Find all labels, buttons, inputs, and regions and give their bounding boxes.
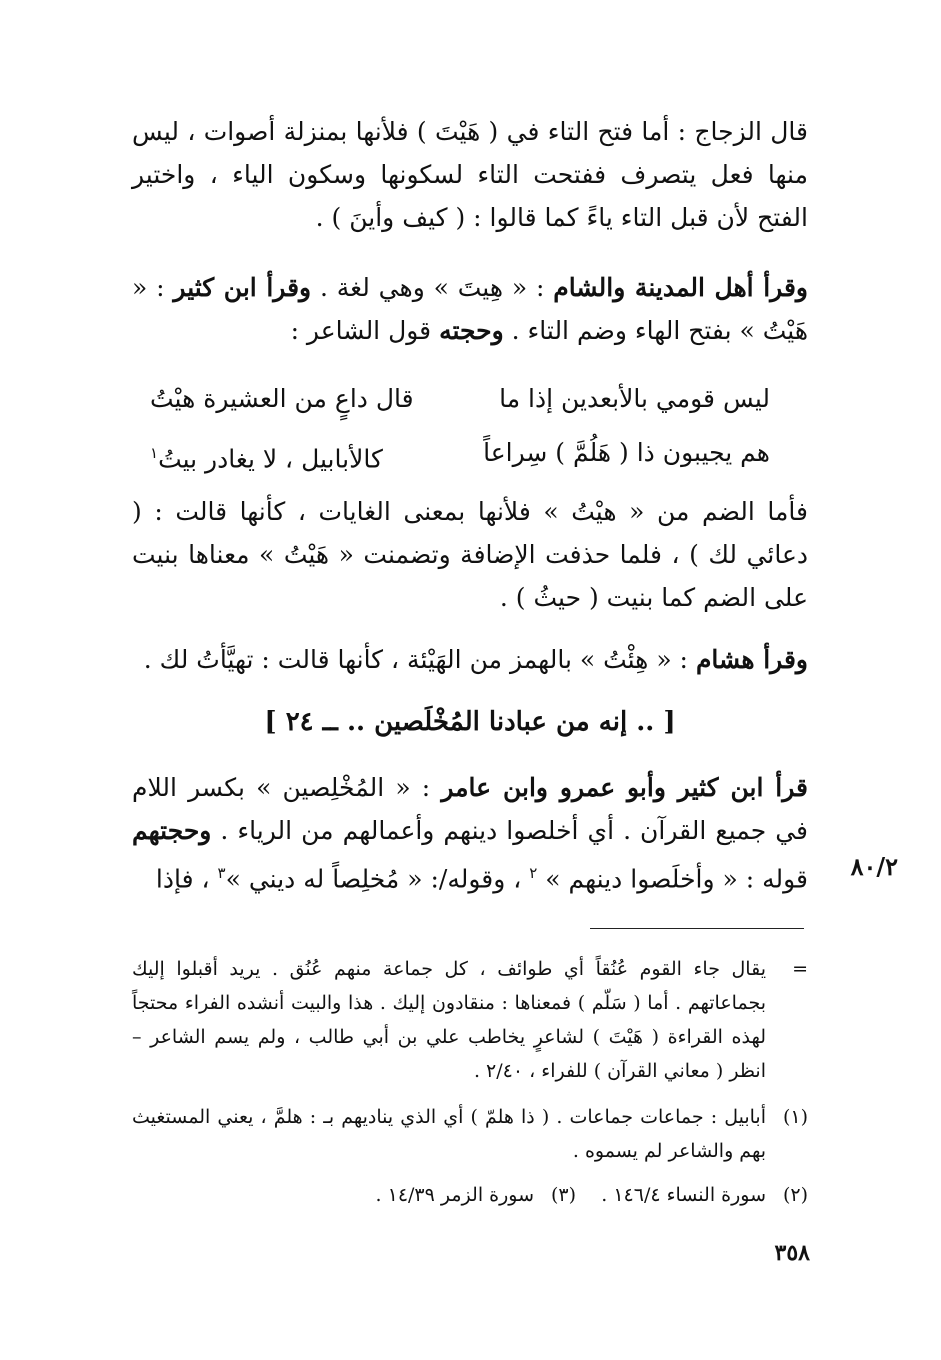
paragraph-madina-text-2: : « هَيْتُ » بفتح الهاء وضم التاء . <box>132 273 808 345</box>
verse-line-2 <box>150 426 770 486</box>
hujjatuhum-label: وحجتهم <box>132 816 212 845</box>
paragraph-madina <box>132 266 808 352</box>
verse-line-1-first-hemistich: ليس قومي بالأبعدين إذا ما <box>499 384 770 413</box>
verse-line-1-second-hemistich: قال داعٍ من العشيرة هيْتُ <box>150 384 414 413</box>
footnote-ref-1: ١ <box>150 444 159 462</box>
footnote-1-text: أبابيل : جماعات جماعات . ( ذا هلمّ ) أي الذي يناديهم بـ : هلمَّ ، يعني المستغيث بهم والشاعر لم يسموه . <box>132 1106 766 1162</box>
paragraph-zajjaj-text: قال الزجاج : أما فتح التاء في ( هَيْتَ ) فلأنها بمنزلة أصوات ، ليس منها فعل يتصرف ففتحت التاء لسكونها وسكون الياء ، واختير الفتح لأن قبل التاء ياءً كما قالوا : ( كيف وأينَ ) . <box>132 117 808 232</box>
paragraph-hisham <box>132 638 808 681</box>
footnote-2-number: (٢) <box>782 1184 808 1206</box>
footnote-2-text: سورة النساء ١٤٦/٤ . <box>601 1184 766 1206</box>
readers-mukhlasin: قرأ ابن كثير وأبو عمرو وابن عامر <box>441 773 808 802</box>
paragraph-mukhlasin-text-4: ، فإذا <box>155 864 218 894</box>
poetry-verse <box>150 372 770 486</box>
verse-line-1 <box>150 372 770 426</box>
paragraph-hisham-text: : « هِئْتُ » بالهمز من الهَيْئة ، كأنها قالت : تهيَّأتُ لك . <box>143 645 696 674</box>
footnote-continued-marker: = <box>792 958 808 980</box>
footnote-1 <box>132 1100 808 1168</box>
margin-reference: ٨٠/٢ <box>850 852 898 881</box>
footnotes-2-3 <box>132 1178 808 1212</box>
page-number: ٣٥٨ <box>774 1240 810 1266</box>
footnote-ref-3: ٣ <box>217 864 226 882</box>
paragraph-mukhlasin-text-2: قوله : « وأخلَصوا دينهم » <box>537 864 808 894</box>
verse-line-2-first-hemistich: هم يجيبون ذا ( هَلُمَّ ) سِراعاً <box>483 438 770 467</box>
reader-hisham: وقرأ هشام <box>695 645 808 674</box>
hujja-label: وحجته <box>439 316 504 345</box>
verse-line-2-second-hemistich: كالأبابيل ، لا يغادر بيتُ <box>158 444 383 474</box>
reader-madina-sham: وقرأ أهل المدينة والشام <box>553 273 808 302</box>
footnote-3-text: سورة الزمر ١٤/٣٩ . <box>375 1184 534 1206</box>
paragraph-mukhlasin <box>132 766 808 900</box>
paragraph-madina-text-3: قول الشاعر : <box>290 316 440 345</box>
reader-ibn-kathir: وقرأ ابن كثير <box>173 273 312 302</box>
paragraph-damm-text: فأما الضم من « هيْتُ » فلأنها بمعنى الغايات ، كأنها قالت : ( دعائي لك ) ، فلما حذفت الإضافة وتضمنت « هَيْتُ » معناها بنيت على الضم كما بنيت ( حيثُ ) . <box>132 497 808 612</box>
footnote-continued-text: يقال جاء القوم عُنُقاً أي طوائف ، كل جماعة منهم عُنُق . يريد أقبلوا إليك بجماعاتهم . أما ( سَلّم ) فمعناها : منقادون إليك . هذا والبيت أنشده الفراء محتجاً لهذه القراءة ( هَيْتَ ) لشاعرٍ يخاطب علي بن أبي طالب ، ولم يسم الشاعر – انظر ( معاني القرآن ) للفراء ، ٢/٤٠ . <box>132 958 766 1082</box>
footnote-1-number: (١) <box>782 1106 808 1128</box>
paragraph-zajjaj <box>132 110 808 239</box>
paragraph-mukhlasin-text-3: ، وقوله/: « مُخلِصاً له ديني » <box>225 864 530 894</box>
paragraph-madina-text-1: : « هِيتَ » وهي لغة . <box>311 273 554 302</box>
footnote-continued <box>132 952 808 1088</box>
footnote-ref-2: ٢ <box>529 864 538 882</box>
footnote-divider <box>590 928 804 929</box>
footnote-3-number: (٣) <box>550 1184 576 1206</box>
paragraph-damm <box>132 490 808 619</box>
verse-heading: [ .. إنه من عبادنا المُخْلَصين .. ــ ٢٤ ] <box>264 707 676 737</box>
paragraph-mukhlasin-text-1: : « المُخْلِصين » بكسر اللام في جميع القرآن . أي أخلصوا دينهم وأعمالهم من الرياء . <box>132 773 808 845</box>
